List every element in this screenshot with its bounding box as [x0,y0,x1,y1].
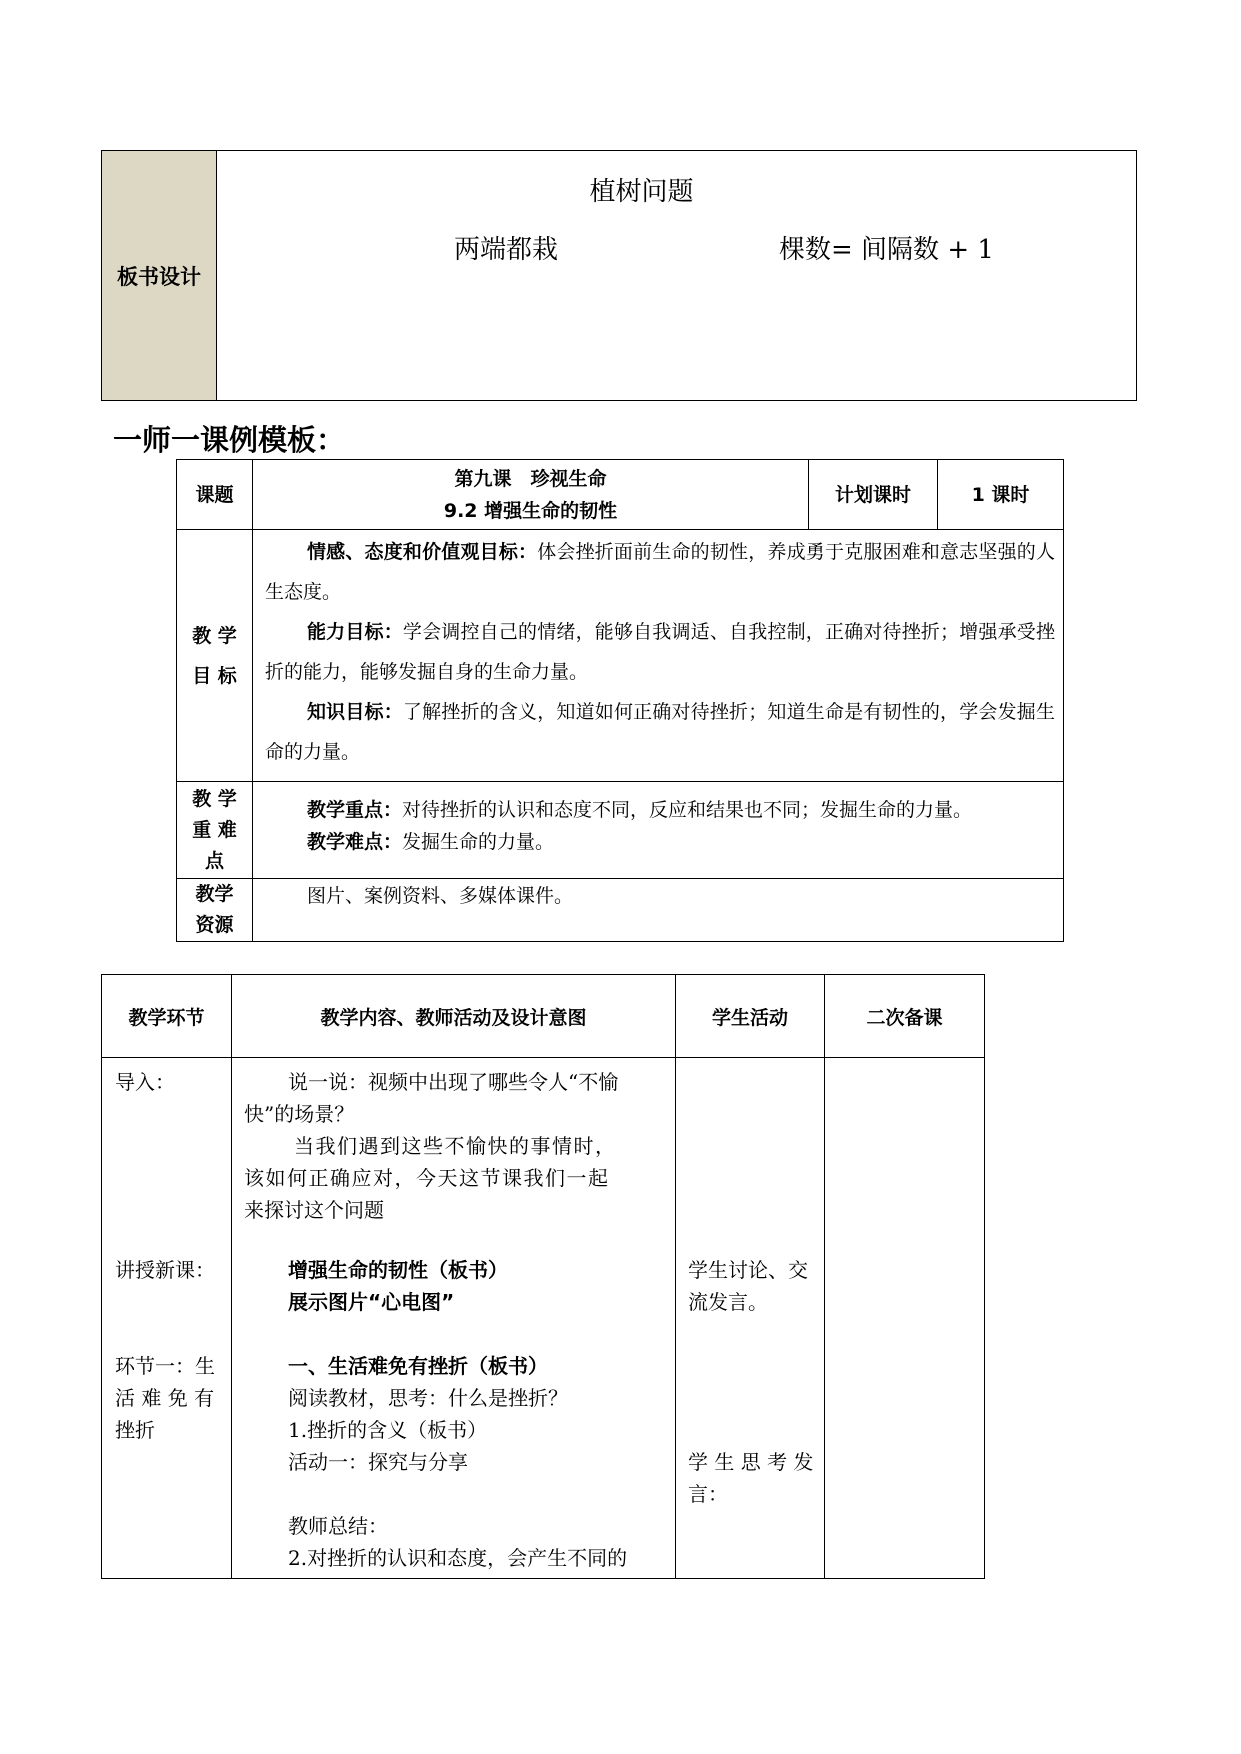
difficult-point-head: 教学难点： [307,831,403,853]
goal-knowledge-text: 了解挫折的含义，知道如何正确对待挫折；知道生命是有韧性的，学会发掘生命的力量。 [265,701,1055,763]
keys-content [253,782,1064,879]
key-point-text: 对待挫折的认识和态度不同，反应和结果也不同；发掘生命的力量。 [402,799,973,821]
content-line: 当我们遇到这些不愉快的事情时， [294,1134,617,1158]
resources-text: 图片、案例资料、多媒体课件。 [307,885,574,907]
content-line: 2.对挫折的认识和态度，会产生不同的 [288,1546,628,1570]
goals-label [177,530,253,782]
keys-label [177,782,253,879]
topic-line1: 第九课 珍视生命 [454,467,607,490]
topic-label: 课题 [177,460,253,530]
resources-content [253,879,1064,942]
board-title: 植树问题 [589,177,694,207]
plan-label: 计划课时 [809,460,938,530]
keys-label-line1: 教 学 [192,787,237,810]
header-student: 学生活动 [676,975,825,1058]
stage-link1-line1: 环节一：生 [115,1354,215,1378]
content-column [232,1058,676,1579]
procedure-table [101,974,985,1579]
stage-link1-line2: 活 难 免 有 [115,1386,215,1410]
content-line: 展示图片“心电图” [288,1290,455,1314]
stage-column [102,1058,232,1579]
content-line: 说一说：视频中出现了哪些令人“不愉 [288,1070,619,1094]
board-design-content [217,151,1137,401]
student-line: 言： [688,1482,728,1506]
board-formula: 棵数= 间隔数 + 1 [779,235,994,265]
content-line: 教师总结： [288,1514,388,1538]
difficult-point [253,826,1063,858]
board-design-table [101,150,1137,401]
template-heading: 一师一课例模板： [113,423,346,457]
goal-emotion-text: 体会挫折面前生命的韧性，养成勇于克服困难和意志坚强的人生态度。 [265,541,1055,603]
content-line: 一、生活难免有挫折（板书） [288,1354,548,1378]
goal-knowledge [253,692,1063,772]
difficult-point-text: 发掘生命的力量。 [402,831,555,853]
header-stage: 教学环节 [102,975,232,1058]
goal-emotion-head: 情感、态度和价值观目标： [307,541,538,563]
resources-label [177,879,253,942]
content-line: 该如何正确应对，今天这节课我们一起 [244,1166,610,1190]
goals-content [253,530,1064,782]
goal-emotion [253,532,1063,612]
plan-value: 1 课时 [938,460,1064,530]
board-design-label: 板书设计 [102,151,217,401]
student-line: 学生讨论、交 [688,1258,808,1282]
goal-ability [253,612,1063,692]
board-left-text: 两端都栽 [454,235,559,265]
student-line: 学 生 思 考 发 [688,1450,814,1474]
keys-label-line3: 点 [204,849,224,872]
content-line: 1.挫折的含义（板书） [288,1418,488,1442]
student-column [676,1058,825,1579]
stage-link1-line3: 挫折 [115,1418,155,1442]
keys-label-line2: 重 难 [192,818,237,841]
topic-cell [253,460,809,530]
goal-knowledge-head: 知识目标： [307,701,403,723]
student-line: 流发言。 [688,1290,768,1314]
stage-new-lesson: 讲授新课： [115,1258,215,1282]
content-line: 增强生命的韧性（板书） [288,1258,508,1282]
goals-label-line1: 教 学 [192,624,237,647]
goal-ability-head: 能力目标： [307,621,403,643]
content-line: 快”的场景？ [244,1102,355,1126]
stage-intro: 导入： [115,1070,175,1094]
content-line: 阅读教材，思考：什么是挫折？ [288,1386,568,1410]
revision-column [825,1058,985,1579]
resources-label-line2: 资源 [195,914,234,936]
topic-line2: 9.2 增强生命的韧性 [443,499,618,522]
lesson-template-table [176,459,1064,942]
content-line: 来探讨这个问题 [244,1198,384,1222]
resources-label-line1: 教学 [195,883,234,905]
header-revision: 二次备课 [825,975,985,1058]
header-content: 教学内容、教师活动及设计意图 [232,975,676,1058]
content-line: 活动一：探究与分享 [288,1450,468,1474]
goal-ability-text: 学会调控自己的情绪，能够自我调适、自我控制，正确对待挫折；增强承受挫折的能力，能够发掘自身的生命力量。 [265,621,1055,683]
key-point [253,794,1063,826]
key-point-head: 教学重点： [307,799,403,821]
goals-label-line2: 目 标 [192,664,237,687]
